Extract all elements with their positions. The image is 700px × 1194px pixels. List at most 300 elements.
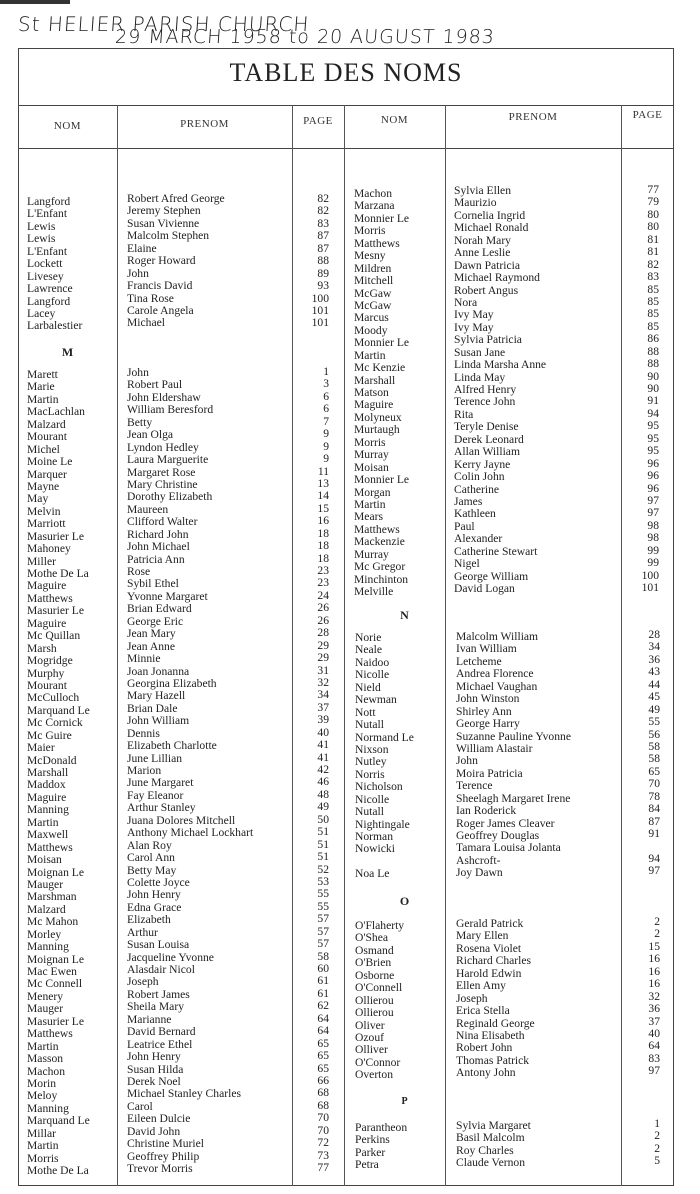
entry-page: 85 — [647, 282, 659, 296]
entry-prenom: Tina Rose — [127, 291, 174, 305]
entry-prenom: Kathleen — [454, 507, 496, 521]
entry-nom: Mauger — [27, 1002, 64, 1016]
entry-prenom: John Eldershaw — [127, 390, 201, 404]
right-n-prenom-list — [456, 631, 571, 880]
entry-page: 18 — [317, 551, 329, 565]
entry-page: 88 — [317, 254, 329, 268]
entry-page: 96 — [647, 469, 659, 483]
entry-page: 101 — [311, 316, 329, 330]
entry-page: 77 — [647, 183, 659, 196]
entry-prenom: Arthur — [127, 925, 158, 939]
entry-nom: Neale — [355, 643, 383, 657]
entry-prenom: Michael Stanley Charles — [127, 1087, 241, 1101]
entry-page: 16 — [648, 964, 660, 978]
entry-page: 72 — [317, 1136, 329, 1150]
entry-page: 95 — [647, 444, 659, 458]
entry-page: 95 — [647, 419, 659, 433]
entry-page: 2 — [654, 915, 660, 928]
entry-nom: Murray — [354, 547, 389, 561]
entry-prenom: Michael — [127, 316, 165, 330]
entry-prenom: Georgina Elizabeth — [127, 676, 217, 690]
entry-nom: McCulloch — [27, 691, 80, 705]
entry-page: 81 — [647, 245, 659, 259]
entry-nom: Maguire — [354, 398, 394, 412]
entry-prenom: Edna Grace — [127, 900, 182, 914]
entry-nom: Morris — [354, 435, 386, 449]
section-letter-p: P — [401, 1096, 408, 1107]
entry-page: 37 — [317, 700, 329, 714]
entry-nom: Lewis — [27, 219, 56, 233]
entry-nom: Marquer — [27, 467, 67, 481]
entry-page: 82 — [647, 257, 659, 271]
entry-prenom: Sheila Mary — [127, 1000, 184, 1014]
left-m-nom-list — [27, 369, 90, 1177]
entry-nom: O'Connor — [355, 1055, 401, 1069]
entry-page: 70 — [648, 777, 660, 791]
entry-nom: Melvin — [27, 504, 61, 518]
entry-nom: Martin — [27, 392, 59, 406]
entry-nom: Morris — [27, 1151, 59, 1165]
entry-page: 42 — [317, 763, 329, 776]
entry-nom: Miller — [27, 554, 56, 568]
entry-prenom: Moira Patricia — [456, 766, 523, 780]
entry-page: 82 — [317, 204, 329, 218]
entry-page: 91 — [647, 394, 659, 408]
entry-nom: Morin — [27, 1076, 56, 1090]
handwritten-date-range: 29 MARCH 1958 to 20 AUGUST 1983 — [114, 26, 496, 48]
entry-nom: Murphy — [27, 666, 65, 680]
entry-page: 65 — [317, 1049, 329, 1063]
entry-nom: Marshman — [27, 890, 77, 904]
entry-nom: Monnier Le — [354, 336, 410, 350]
header-prenom-right: PRENOM — [508, 111, 558, 123]
entry-nom: Mc Quillan — [27, 629, 81, 643]
entry-page: 14 — [317, 489, 329, 503]
entry-prenom: Ian Roderick — [456, 804, 517, 818]
entry-page: 84 — [648, 802, 660, 816]
entry-page: 89 — [317, 266, 329, 280]
entry-prenom: Marion — [127, 764, 162, 777]
entry-page: 60 — [317, 962, 329, 975]
entry-nom: Mc Gregor — [354, 560, 406, 574]
entry-page: 77 — [317, 1161, 329, 1174]
entry-prenom: Norah Mary — [454, 233, 511, 247]
entry-prenom: Ivy May — [454, 320, 494, 334]
entry-nom: Minchinton — [354, 572, 409, 586]
entry-page: 9 — [323, 427, 329, 441]
entry-page: 23 — [317, 576, 329, 590]
entry-page: 58 — [317, 949, 329, 963]
header-page-right: PAGE — [632, 109, 663, 121]
entry-page: 3 — [323, 377, 329, 391]
entry-page: 83 — [648, 1051, 660, 1065]
entry-nom: Langford — [27, 195, 71, 208]
entry-page: 61 — [317, 986, 329, 1000]
entry-page: 85 — [647, 307, 659, 321]
entry-prenom: Michael Raymond — [454, 271, 540, 285]
entry-prenom: Jean Olga — [127, 428, 174, 442]
entry-prenom: Antony John — [456, 1066, 516, 1080]
entry-nom: Mc Guire — [27, 728, 72, 742]
entry-nom: Nicolle — [355, 668, 390, 682]
center-divider — [344, 105, 345, 1186]
entry-prenom: Claude Vernon — [456, 1156, 526, 1170]
entry-nom: Mogridge — [27, 654, 73, 668]
entry-nom: Machon — [354, 187, 392, 200]
entry-prenom: Sylvia Ellen — [454, 184, 511, 197]
entry-page: 87 — [317, 229, 329, 243]
entry-nom: Marett — [27, 368, 58, 381]
entry-nom: Marriott — [27, 517, 66, 531]
entry-prenom: Susan Vivienne — [127, 216, 200, 230]
entry-page: 6 — [323, 402, 329, 416]
entry-prenom: Susan Jane — [454, 345, 506, 359]
entry-nom: Lewis — [27, 232, 56, 246]
entry-prenom: William Beresford — [127, 403, 214, 417]
column-divider — [117, 105, 118, 1186]
entry-prenom: Suzanne Pauline Yvonne — [456, 729, 571, 743]
entry-nom: Morris — [354, 224, 386, 238]
entry-prenom: Carol Ann — [127, 851, 175, 865]
entry-prenom: Colette Joyce — [127, 875, 190, 889]
entry-prenom: Elaine — [127, 241, 157, 255]
entry-page: 65 — [317, 1061, 329, 1075]
entry-prenom: Kerry Jayne — [454, 457, 511, 471]
entry-nom: Mc Mahon — [27, 915, 79, 929]
entry-prenom: John Henry — [127, 888, 181, 902]
entry-prenom: Ashcroft- — [456, 853, 501, 867]
entry-nom: Molyneux — [354, 410, 402, 424]
entry-page: 34 — [317, 688, 329, 702]
entry-prenom: Jean Anne — [127, 639, 175, 653]
entry-prenom: Dorothy Elizabeth — [127, 490, 213, 504]
entry-prenom: Mary Ellen — [456, 929, 509, 943]
entry-nom: Nutley — [355, 755, 387, 769]
entry-prenom: Dawn Patricia — [454, 258, 520, 272]
header-page-left: PAGE — [303, 115, 333, 127]
entry-nom: Millar — [27, 1126, 56, 1140]
entry-page: 9 — [323, 439, 329, 453]
left-m-page-list — [292, 366, 329, 1174]
entry-nom: Moisan — [27, 853, 62, 867]
left-l-nom-list — [27, 196, 82, 333]
entry-page: 94 — [647, 406, 659, 420]
entry-page: 58 — [648, 739, 660, 753]
entry-page: 40 — [317, 725, 329, 739]
entry-nom: May — [27, 492, 49, 506]
entry-page — [621, 840, 660, 852]
entry-prenom: Roger James Cleaver — [456, 816, 555, 830]
entry-prenom: Jeremy Stephen — [127, 204, 201, 218]
entry-prenom: Richard John — [127, 527, 189, 541]
entry-nom: Martin — [27, 815, 59, 829]
entry-prenom: David Bernard — [127, 1025, 196, 1039]
entry-nom: Marie — [27, 380, 55, 394]
entry-nom: Martin — [27, 1039, 59, 1053]
entry-page: 91 — [648, 827, 660, 840]
entry-nom: Masurier Le — [27, 1014, 84, 1028]
entry-prenom: Terence John — [454, 395, 516, 409]
entry-prenom: Malcolm William — [456, 630, 539, 643]
entry-page: 64 — [317, 1011, 329, 1025]
entry-prenom: John — [456, 754, 478, 768]
entry-prenom: Basil Malcolm — [456, 1131, 525, 1145]
entry-page: 13 — [317, 476, 329, 490]
handwritten-church-name: St HELIER PARISH CHURCH — [17, 12, 311, 36]
entry-page: 64 — [317, 1024, 329, 1038]
entry-page: 6 — [323, 389, 329, 403]
entry-nom: Masurier Le — [27, 604, 84, 618]
entry-nom: Moignan Le — [27, 952, 84, 966]
entry-page: 83 — [317, 216, 329, 230]
entry-prenom: Juana Dolores Mitchell — [127, 813, 236, 827]
entry-page: 56 — [648, 727, 660, 741]
entry-prenom: Elizabeth Charlotte — [127, 739, 217, 753]
entry-nom: Marquand Le — [27, 1114, 90, 1128]
entry-nom: Mothe De La — [27, 1164, 89, 1177]
header-prenom-left: PRENOM — [180, 118, 229, 130]
entry-page: 40 — [648, 1026, 660, 1040]
entry-page: 80 — [647, 220, 659, 234]
entry-nom: Noa Le — [355, 867, 390, 881]
entry-prenom: James — [454, 494, 483, 508]
entry-nom: Malzard — [27, 902, 66, 916]
entry-prenom: Shirley Ann — [456, 704, 512, 718]
entry-prenom: Geoffrey Philip — [127, 1149, 200, 1163]
entry-prenom: Minnie — [127, 652, 161, 666]
entry-page: 68 — [317, 1086, 329, 1100]
entry-prenom: Maurizio — [454, 196, 497, 210]
entry-prenom: Brian Dale — [127, 701, 178, 715]
entry-page: 57 — [317, 924, 329, 938]
entry-page: 41 — [317, 750, 329, 764]
entry-prenom: Michael Ronald — [454, 221, 529, 235]
entry-nom: Mourant — [27, 430, 67, 444]
entry-prenom: John Michael — [127, 540, 190, 554]
entry-prenom: Ivan William — [456, 642, 517, 656]
scan-edge-mark — [0, 0, 70, 4]
entry-page: 37 — [648, 1014, 660, 1028]
entry-nom: Mears — [354, 510, 383, 524]
entry-prenom: Catherine — [454, 482, 500, 496]
right-n-page-list — [621, 629, 660, 878]
entry-page: 96 — [647, 481, 659, 495]
entry-nom: Maguire — [27, 579, 67, 593]
entry-nom: Matthews — [27, 840, 73, 854]
entry-prenom: Eileen Dulcie — [127, 1112, 191, 1126]
entry-nom: Mc Cornick — [27, 716, 83, 730]
entry-page: 88 — [647, 357, 659, 371]
entry-page: 97 — [647, 506, 659, 520]
entry-nom: Matthews — [27, 1027, 73, 1041]
entry-prenom: Robert Angus — [454, 283, 519, 297]
entry-prenom: Trevor Morris — [127, 1162, 193, 1175]
column-divider — [445, 105, 446, 1186]
entry-nom: Mesny — [354, 249, 386, 263]
entry-page: 99 — [647, 556, 659, 570]
entry-page: 61 — [317, 974, 329, 988]
entry-nom: Livesey — [27, 269, 64, 283]
entry-nom: Manning — [27, 803, 69, 817]
entry-page: 15 — [317, 501, 329, 515]
entry-prenom: Erica Stella — [456, 1004, 510, 1018]
entry-nom: L'Enfant — [27, 207, 68, 221]
entry-nom: Mauger — [27, 877, 64, 891]
entry-nom: Ollierou — [355, 993, 394, 1007]
entry-nom: Perkins — [355, 1133, 390, 1147]
entry-nom: Mothe De La — [27, 567, 89, 580]
entry-page: 29 — [317, 638, 329, 652]
entry-nom: Masson — [27, 1052, 64, 1066]
right-p-nom-list — [355, 1122, 407, 1172]
right-n-nom-list — [355, 632, 414, 881]
entry-page: 49 — [317, 800, 329, 814]
right-p-page-list — [621, 1118, 660, 1168]
entry-page: 97 — [647, 493, 659, 507]
entry-nom: MacLachlan — [27, 405, 85, 419]
entry-nom: Nicholson — [355, 780, 403, 794]
entry-page: 85 — [647, 294, 659, 308]
entry-prenom: Roger Howard — [127, 254, 196, 268]
entry-prenom: June Lillian — [127, 751, 183, 765]
entry-page: 16 — [648, 977, 660, 991]
entry-page: 26 — [317, 613, 329, 627]
entry-prenom: Harold Edwin — [456, 966, 522, 980]
entry-nom: Martin — [354, 348, 386, 362]
entry-nom: Marshall — [354, 373, 396, 387]
entry-page: 90 — [647, 382, 659, 395]
entry-page: 70 — [317, 1123, 329, 1137]
entry-page: 32 — [648, 989, 660, 1003]
entry-nom: Norie — [355, 631, 382, 644]
right-o-prenom-list — [456, 918, 535, 1080]
entry-prenom: Ellen Amy — [456, 979, 506, 993]
entry-page: 100 — [641, 568, 659, 582]
entry-nom: Norris — [355, 767, 385, 781]
entry-nom: Murtaugh — [354, 423, 400, 437]
entry-nom: Matson — [354, 386, 389, 399]
entry-prenom: Mary Hazell — [127, 689, 186, 703]
entry-prenom: Alfred Henry — [454, 383, 517, 396]
entry-nom: Nutall — [355, 805, 384, 819]
entry-prenom: Yvonne Margaret — [127, 589, 208, 603]
entry-page: 28 — [648, 628, 660, 641]
entry-page: 93 — [317, 279, 329, 293]
entry-prenom: Marianne — [127, 1012, 172, 1026]
entry-page: 82 — [317, 192, 329, 205]
entry-prenom: Linda May — [454, 370, 506, 384]
entry-prenom: Reginald George — [456, 1016, 535, 1030]
entry-nom: Marzana — [354, 199, 395, 213]
entry-page: 68 — [317, 1098, 329, 1112]
entry-nom: Michel — [27, 442, 60, 456]
right-p-prenom-list — [456, 1120, 531, 1170]
entry-nom: Mayne — [27, 479, 60, 493]
entry-page: 26 — [317, 601, 329, 615]
entry-nom: Maddox — [27, 778, 66, 792]
entry-prenom: Letcheme — [456, 654, 502, 668]
entry-prenom: John William — [127, 714, 190, 728]
entry-prenom: Betty May — [127, 863, 177, 877]
entry-page: 101 — [311, 303, 329, 317]
entry-page: 45 — [648, 690, 660, 704]
entry-nom: Oliver — [355, 1018, 385, 1032]
entry-nom: McGaw — [354, 286, 392, 300]
entry-prenom: Roy Charles — [456, 1143, 514, 1157]
entry-prenom: Margaret Rose — [127, 465, 196, 479]
entry-page: 51 — [317, 850, 329, 864]
entry-nom: McGaw — [354, 298, 392, 312]
entry-prenom: Sheelagh Margaret Irene — [456, 791, 571, 805]
entry-page: 36 — [648, 1002, 660, 1016]
entry-prenom: John — [127, 266, 149, 280]
entry-page: 65 — [648, 764, 660, 778]
entry-nom: Matthews — [27, 591, 73, 605]
entry-page: 44 — [648, 677, 660, 691]
entry-nom: McDonald — [27, 753, 77, 767]
entry-nom: Marcus — [354, 311, 389, 325]
entry-prenom: Jean Mary — [127, 627, 176, 641]
entry-page: 1 — [654, 1117, 660, 1130]
entry-prenom: Rosena Violet — [456, 941, 522, 955]
entry-nom: Marshall — [27, 766, 69, 779]
entry-page: 53 — [317, 874, 329, 888]
entry-nom: O'Connell — [355, 981, 403, 995]
entry-prenom: Malcolm Stephen — [127, 229, 210, 243]
entry-nom: O'Brien — [355, 956, 392, 970]
entry-page: 7 — [323, 414, 329, 428]
entry-prenom: Joan Jonanna — [127, 664, 190, 678]
entry-page: 73 — [317, 1148, 329, 1162]
entry-prenom: Anne Leslie — [454, 246, 511, 260]
entry-nom: Ollierou — [355, 1006, 394, 1020]
entry-prenom: Terence — [456, 779, 493, 793]
entry-prenom: Teryle Denise — [454, 420, 519, 434]
entry-prenom: John — [127, 366, 149, 379]
entry-page: 18 — [317, 539, 329, 553]
entry-prenom: Derek Noel — [127, 1074, 181, 1088]
entry-page: 98 — [647, 531, 659, 545]
entry-nom: Parantheon — [355, 1121, 408, 1134]
entry-prenom: Robert Paul — [127, 378, 183, 392]
entry-nom: Malzard — [27, 417, 66, 431]
entry-nom: Melville — [354, 585, 394, 598]
entry-prenom: Brian Edward — [127, 602, 192, 616]
right-o-page-list — [621, 916, 660, 1078]
entry-prenom: Nigel — [454, 557, 480, 571]
entry-nom: Normand Le — [355, 730, 414, 744]
entry-prenom: Maureen — [127, 502, 169, 516]
entry-page: 18 — [317, 526, 329, 540]
entry-page: 28 — [317, 626, 329, 640]
entry-page: 97 — [648, 1064, 660, 1078]
entry-nom: Maguire — [27, 790, 67, 804]
entry-prenom: George Harry — [456, 717, 520, 731]
entry-page: 24 — [317, 588, 329, 602]
entry-prenom: Derek Leonard — [454, 432, 524, 446]
section-letter-n: N — [400, 608, 409, 622]
entry-page: 36 — [648, 652, 660, 666]
entry-nom: Morgan — [354, 485, 391, 499]
entry-prenom: Tamara Louisa Jolanta — [456, 841, 561, 855]
entry-prenom: Laura Marguerite — [127, 453, 209, 467]
entry-prenom: Joy Dawn — [456, 866, 503, 880]
entry-prenom: Geoffrey Douglas — [456, 829, 540, 842]
entry-prenom: June Margaret — [127, 776, 194, 790]
entry-nom: Moody — [354, 323, 388, 337]
entry-prenom: Patricia Ann — [127, 552, 185, 566]
entry-page: 48 — [317, 787, 329, 801]
